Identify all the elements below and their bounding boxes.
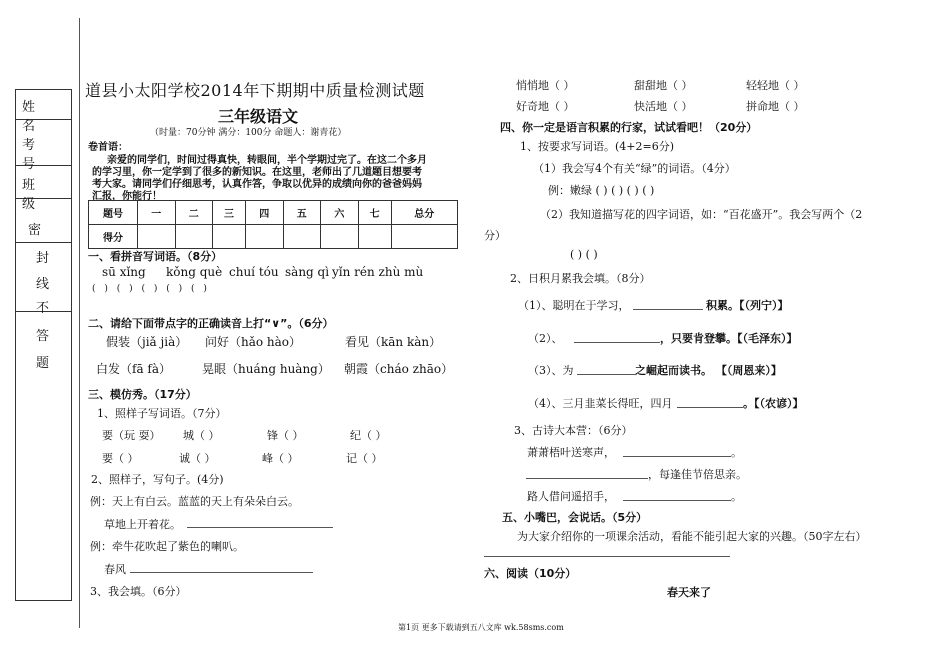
q4-quote-3-start: （3）、为 (528, 364, 574, 377)
q4-quote-1-start: （1）、聪明在于学习， (518, 299, 630, 312)
school-title: 道县小太阳学校2014年下期期中质量检测试题 (85, 81, 425, 100)
q4-sub3: 3、古诗大本营：（6分） (514, 424, 633, 437)
q2-title: 二、请给下面带点字的正确读音上打“∨”。（6分） (88, 317, 334, 330)
score-input-cell[interactable] (213, 225, 246, 249)
q3-word-row1-2[interactable]: 城（ ） (183, 429, 220, 442)
q1-pinyin-2: kǒng què (166, 265, 223, 279)
score-header-cell: 三 (213, 201, 246, 225)
adverb-row1-2[interactable]: 甜甜地（ ） (634, 79, 693, 92)
score-header-cell: 七 (358, 201, 391, 225)
score-header-cell: 六 (321, 201, 359, 225)
q1-answer-brackets[interactable]: ( ) ( ) ( ) ( ) ( ) (92, 284, 207, 294)
seal-char-2: 封 (36, 251, 50, 266)
exam-meta: （时量：70分钟 满分：100分 命题人：谢青花） (150, 128, 347, 138)
q3-word-row1-1: 要（玩 耍） (102, 429, 161, 442)
blank-cell-1 (16, 199, 71, 243)
score-header-cell: 五 (283, 201, 321, 225)
q3-title: 三、模仿秀。（17分） (88, 388, 197, 401)
q3-question-1: 草地上开着花。 (104, 518, 181, 531)
q4-poem-blank-1[interactable] (623, 456, 731, 457)
q4-quote-3-end: 之崛起而读书。 【（周恩来）】 (635, 364, 782, 377)
q4-quote-4-end: 。【（农谚）】 (743, 397, 804, 410)
q4-quote-1-end: 积累。【（列宁）】 (706, 299, 789, 312)
q4-quote-2-start: （2）、 (528, 332, 563, 345)
name-label: 姓 名 (22, 100, 46, 134)
score-header-cell: 四 (246, 201, 284, 225)
q2-item-zhaoxia[interactable]: 朝霞（cháo zhāo） (344, 362, 454, 376)
q2-item-wenhao[interactable]: 问好（hǎo hào） (205, 335, 302, 349)
reading-passage-title: 春天来了 (667, 586, 711, 599)
q5-answer-line[interactable] (484, 556, 730, 557)
preface-line-3: 考大家。请同学们仔细思考，认真作答，争取以优异的成绩向你的爸爸妈妈 (92, 179, 422, 190)
q2-item-kanjian[interactable]: 看见（kān kàn） (345, 335, 442, 349)
score-input-cell[interactable] (358, 225, 391, 249)
q1-pinyin-3: chuí tóu (229, 265, 279, 279)
adverb-row2-3[interactable]: 拼命地（ ） (746, 100, 805, 113)
score-input-cell[interactable] (138, 225, 176, 249)
q3-word-row1-3[interactable]: 锋（ ） (267, 429, 304, 442)
q1-title: 一、看拼音写词语。（8分） (88, 250, 223, 263)
q4-sub2: 2、日积月累我会填。（8分） (510, 272, 651, 285)
q5-title: 五、小嘴巴，会说话。（5分） (502, 511, 648, 524)
adverb-row1-3[interactable]: 轻轻地（ ） (746, 79, 805, 92)
q1-pinyin-4: sàng qì (285, 265, 330, 279)
q2-item-jiazhuang[interactable]: 假装（jiǎ jià） (106, 335, 188, 349)
adverb-row1-1[interactable]: 悄悄地（ ） (516, 79, 575, 92)
q2-item-huangyan[interactable]: 晃眼（huáng huàng） (202, 362, 330, 376)
q3-sub3: 3、我会填。（6分） (90, 585, 187, 598)
q4-title: 四、你一定是语言积累的行家，试试看吧！（20分） (500, 121, 758, 134)
seal-char-5: 答 (36, 329, 50, 344)
class-cell (16, 166, 71, 212)
exam-number-label: 考 号 (22, 138, 46, 172)
q5-prompt: 为大家介绍你的一项课余活动，看能不能引起大家的兴趣。（50字左右） (517, 530, 867, 543)
student-info-strip (15, 89, 72, 601)
q3-answer-line-1[interactable] (187, 527, 333, 528)
q4-quote-2-blank[interactable] (574, 342, 660, 343)
q1-pinyin-5: yǐn rén zhù mù (332, 265, 424, 279)
q4-sub1b-line2: 分） (484, 229, 506, 242)
seal-char-3: 线 (36, 277, 50, 292)
score-table-header-row (89, 201, 458, 225)
subject-title: 三年级语文 (218, 107, 299, 126)
preface-line-4: 汇报，你能行！ (92, 191, 162, 202)
q3-sub1: 1、照样子写词语。（7分） (97, 407, 227, 420)
seal-char-4: 不 (36, 301, 50, 316)
q3-word-row2-2[interactable]: 诚（ ） (179, 452, 216, 465)
q1-pinyin-1: sū xǐng (102, 265, 146, 279)
exam-number-cell (16, 120, 71, 172)
score-input-cell[interactable] (391, 225, 457, 249)
score-header-cell: 题号 (89, 201, 138, 225)
q3-word-row2-3[interactable]: 峰（ ） (262, 452, 299, 465)
q4-quote-2-end: ，只要肯登攀。【（毛泽东）】 (660, 332, 798, 345)
class-label: 班 级 (22, 178, 46, 212)
q4-quote-3-blank[interactable] (577, 374, 635, 375)
seal-char-6: 题 (36, 356, 50, 371)
preface-line-2: 的学习里，你一定学到了很多的新知识。在这里，老师出了几道题目想要考 (92, 167, 422, 178)
q4-poem-line-3: 路人借问遥招手， (527, 490, 615, 503)
adverb-row2-1[interactable]: 好奇地（ ） (516, 100, 575, 113)
q4-poem-blank-2[interactable] (526, 478, 648, 479)
q4-poem-blank-3[interactable] (623, 500, 731, 501)
q4-poem-line-2: ，每逢佳节倍思亲。 (648, 468, 747, 481)
q3-example-1: 例：天上有白云。蓝蓝的天上有朵朵白云。 (90, 495, 299, 508)
q3-answer-line-2[interactable] (130, 572, 313, 573)
q4-quote-4-start: （4）、三月韭菜长得旺，四月 (528, 397, 673, 410)
q4-green-words-row[interactable]: 例：嫩绿 ( ) ( ) ( ) ( ) (548, 184, 655, 197)
seal-char-1: 密 (28, 223, 42, 238)
score-input-cell[interactable] (246, 225, 284, 249)
q4-sub1a: （1）我会写4个有关“绿”的词语。（4分） (533, 162, 736, 175)
score-input-cell[interactable] (283, 225, 321, 249)
q3-word-row1-4[interactable]: 纪（ ） (350, 429, 387, 442)
q3-word-row2-1[interactable]: 要（ ） (102, 452, 139, 465)
score-header-cell: 一 (138, 201, 176, 225)
binding-line (79, 18, 80, 628)
q4-poem-line-3-end: 。 (731, 490, 742, 503)
q3-question-2: 春风 (104, 563, 126, 576)
q4-sub1b-line1: （2）我知道描写花的四字词语，如：“百花盛开”。我会写两个（2 (540, 208, 863, 221)
q3-example-2: 例：牵牛花吹起了紫色的喇叭。 (90, 540, 244, 553)
name-cell (16, 90, 71, 134)
q4-poem-line-1: 萧萧梧叶送寒声， (527, 446, 615, 459)
score-header-cell: 总分 (391, 201, 457, 225)
score-table (88, 200, 458, 249)
q6-title: 六、阅读（10分） (484, 567, 577, 580)
score-table-score-row (89, 225, 458, 249)
score-input-cell[interactable] (175, 225, 213, 249)
q2-item-baifa[interactable]: 白发（fā fà） (96, 362, 172, 376)
q4-sub1: 1、按要求写词语。(4+2=6分) (520, 140, 675, 153)
page-footer: 第1页 更多下载请到五八文库 wk.58sms.com (398, 623, 564, 632)
adverb-row2-2[interactable]: 快活地（ ） (634, 100, 693, 113)
q4-quote-4-blank[interactable] (677, 407, 743, 408)
q4-flower-words-row[interactable]: ( ) ( ) (570, 248, 598, 261)
score-header-cell: 二 (175, 201, 213, 225)
score-row-label: 得分 (89, 225, 138, 249)
q3-word-row2-4[interactable]: 记（ ） (346, 452, 383, 465)
preface-label: 卷首语： (88, 142, 128, 153)
preface-line-1: 亲爱的同学们，时间过得真快，转眼间，半个学期过完了。在这二个多月 (107, 155, 427, 166)
score-input-cell[interactable] (321, 225, 359, 249)
q4-quote-1-blank[interactable] (633, 309, 703, 310)
q4-poem-line-1-end: 。 (731, 446, 742, 459)
q3-sub2: 2、照样子，写句子。(4分) (91, 473, 224, 486)
